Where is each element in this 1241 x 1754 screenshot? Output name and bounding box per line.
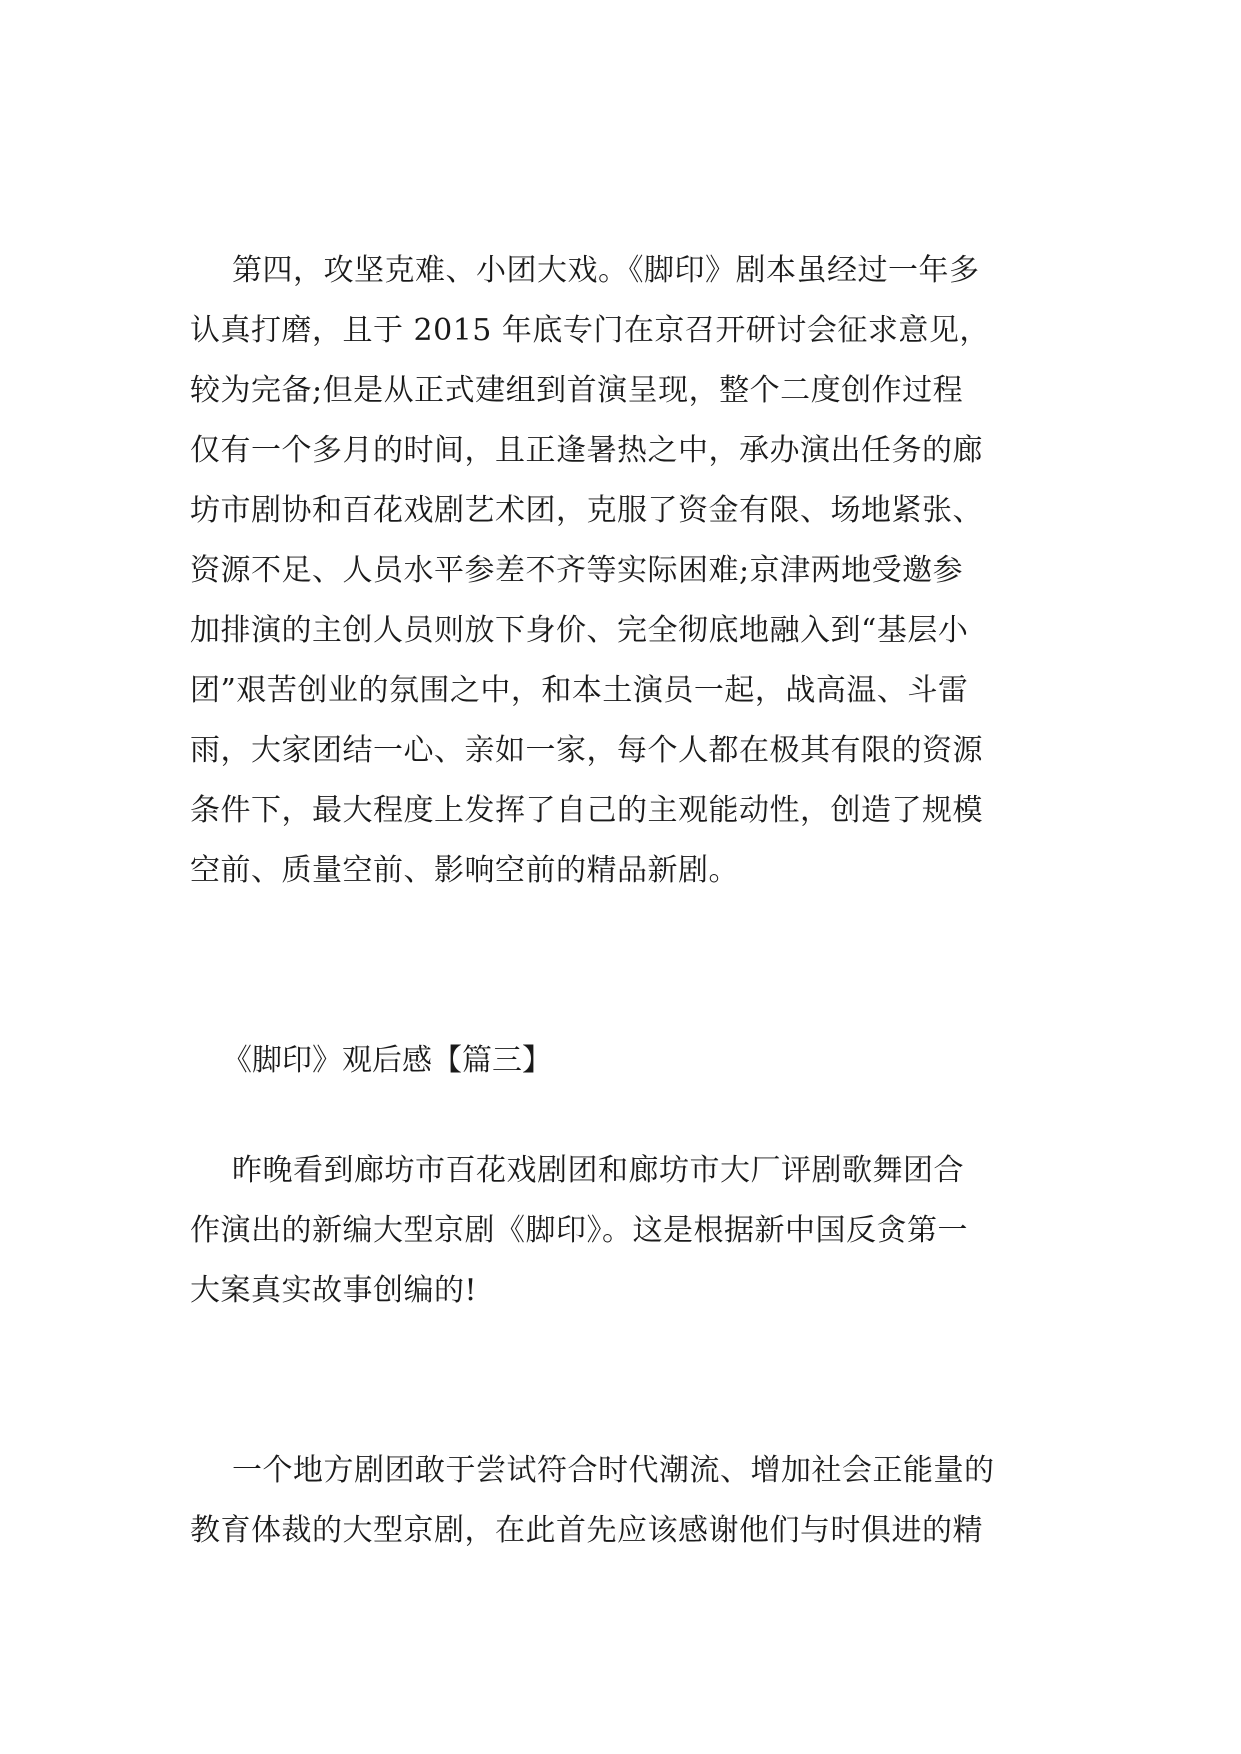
paragraph-line: 一个地方剧团敢于尝试符合时代潮流、增加社会正能量的	[232, 1453, 995, 1488]
paragraph-line: 加排演的主创人员则放下身价、完全彻底地融入到“基层小	[190, 613, 969, 648]
section-heading: 《脚印》观后感【篇三】	[222, 1043, 552, 1078]
paragraph-praise	[190, 1441, 1070, 1561]
paragraph-line: 较为完备;但是从正式建组到首演呈现，整个二度创作过程	[190, 373, 964, 408]
paragraph-line: 雨，大家团结一心、亲如一家，每个人都在极其有限的资源	[190, 733, 983, 768]
paragraph-line: 教育体裁的大型京剧，在此首先应该感谢他们与时俱进的精	[190, 1513, 983, 1548]
paragraph-line: 作演出的新编大型京剧《脚印》。这是根据新中国反贪第一	[190, 1213, 968, 1248]
paragraph-line: 资源不足、人员水平参差不齐等实际困难;京津两地受邀参	[190, 553, 964, 588]
paragraph-line: 昨晚看到廊坊市百花戏剧团和廊坊市大厂评剧歌舞团合	[232, 1153, 964, 1188]
paragraph-intro	[190, 1141, 1070, 1321]
paragraph-line: 团”艰苦创业的氛围之中，和本土演员一起，战高温、斗雷	[190, 673, 969, 708]
paragraph-line: 条件下，最大程度上发挥了自己的主观能动性，创造了规模	[190, 793, 983, 828]
paragraph-line: 空前、质量空前、影响空前的精品新剧。	[190, 853, 739, 888]
paragraph-fourth-point	[190, 241, 1070, 901]
paragraph-line: 认真打磨，且于 2015 年底专门在京召开研讨会征求意见，	[190, 313, 990, 348]
paragraph-line: 坊市剧协和百花戏剧艺术团，克服了资金有限、场地紧张、	[190, 493, 983, 528]
paragraph-line: 仅有一个多月的时间，且正逢暑热之中，承办演出任务的廊	[190, 433, 983, 468]
paragraph-line: 第四，攻坚克难、小团大戏。《脚印》剧本虽经过一年多	[232, 253, 980, 288]
paragraph-line: 大案真实故事创编的!	[190, 1273, 478, 1308]
